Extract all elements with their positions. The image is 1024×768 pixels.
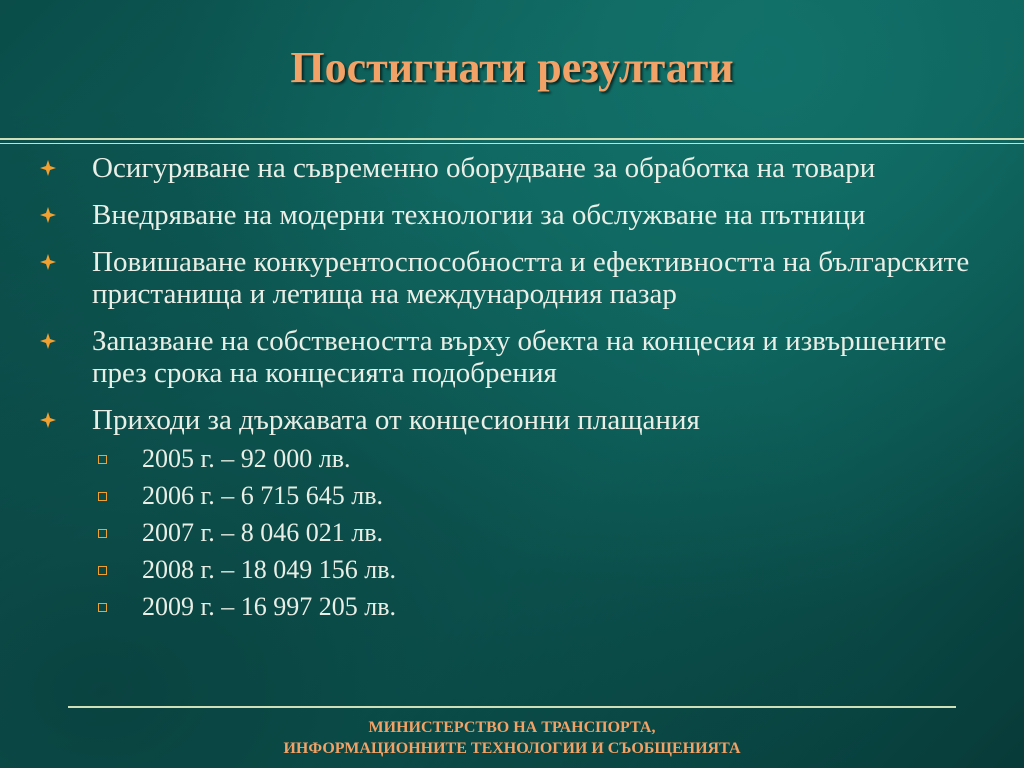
payment-text: 2008 г. – 18 049 156 лв.: [142, 555, 396, 584]
bullet-text: Осигуряване на съвременно оборудване за обработка на товари: [92, 152, 876, 184]
diamond-bullet-icon: [40, 160, 56, 176]
payments-list: [92, 444, 998, 622]
list-item: [38, 404, 998, 622]
list-item: [38, 199, 998, 231]
square-bullet-icon: [98, 529, 107, 538]
payment-text: 2007 г. – 8 046 021 лв.: [142, 518, 383, 547]
diamond-bullet-icon: [40, 333, 56, 349]
payment-text: 2006 г. – 6 715 645 лв.: [142, 481, 383, 510]
diamond-bullet-icon: [40, 254, 56, 270]
bullet-text: Приходи за държавата от концесионни плащания: [92, 404, 700, 436]
square-bullet-icon: [98, 566, 107, 575]
footer-line-1: МИНИСТЕРСТВО НА ТРАНСПОРТА,: [368, 719, 656, 736]
square-bullet-icon: [98, 603, 107, 612]
payment-item: [92, 481, 998, 511]
diamond-bullet-icon: [40, 207, 56, 223]
slide-content: [38, 152, 998, 629]
payment-item: [92, 518, 998, 548]
list-item: [38, 246, 998, 310]
payment-item: [92, 592, 998, 622]
bullet-list: [38, 152, 998, 622]
title-divider: [0, 138, 1024, 140]
payment-item: [92, 555, 998, 585]
payment-text: 2009 г. – 16 997 205 лв.: [142, 592, 396, 621]
square-bullet-icon: [98, 455, 107, 464]
list-item: [38, 152, 998, 184]
square-bullet-icon: [98, 492, 107, 501]
footer-line-2: ИНФОРМАЦИОННИТЕ ТЕХНОЛОГИИ И СЪОБЩЕНИЯТА: [283, 740, 741, 757]
slide-title: Постигнати резултати: [290, 43, 734, 92]
footer-divider: [68, 706, 956, 708]
footer: [0, 717, 1024, 759]
bullet-text: Повишаване конкурентоспособността и ефективността на българските пристанища и летища на международния пазар: [92, 246, 970, 310]
title-divider-thin: [0, 143, 1024, 144]
bullet-text: Внедряване на модерни технологии за обслужване на пътници: [92, 199, 866, 231]
payment-text: 2005 г. – 92 000 лв.: [142, 444, 351, 473]
bullet-text: Запазване на собствеността върху обекта на концесия и извършените през срока на концесията подобрения: [92, 325, 947, 389]
diamond-bullet-icon: [40, 412, 56, 428]
payment-item: [92, 444, 998, 474]
list-item: [38, 325, 998, 389]
